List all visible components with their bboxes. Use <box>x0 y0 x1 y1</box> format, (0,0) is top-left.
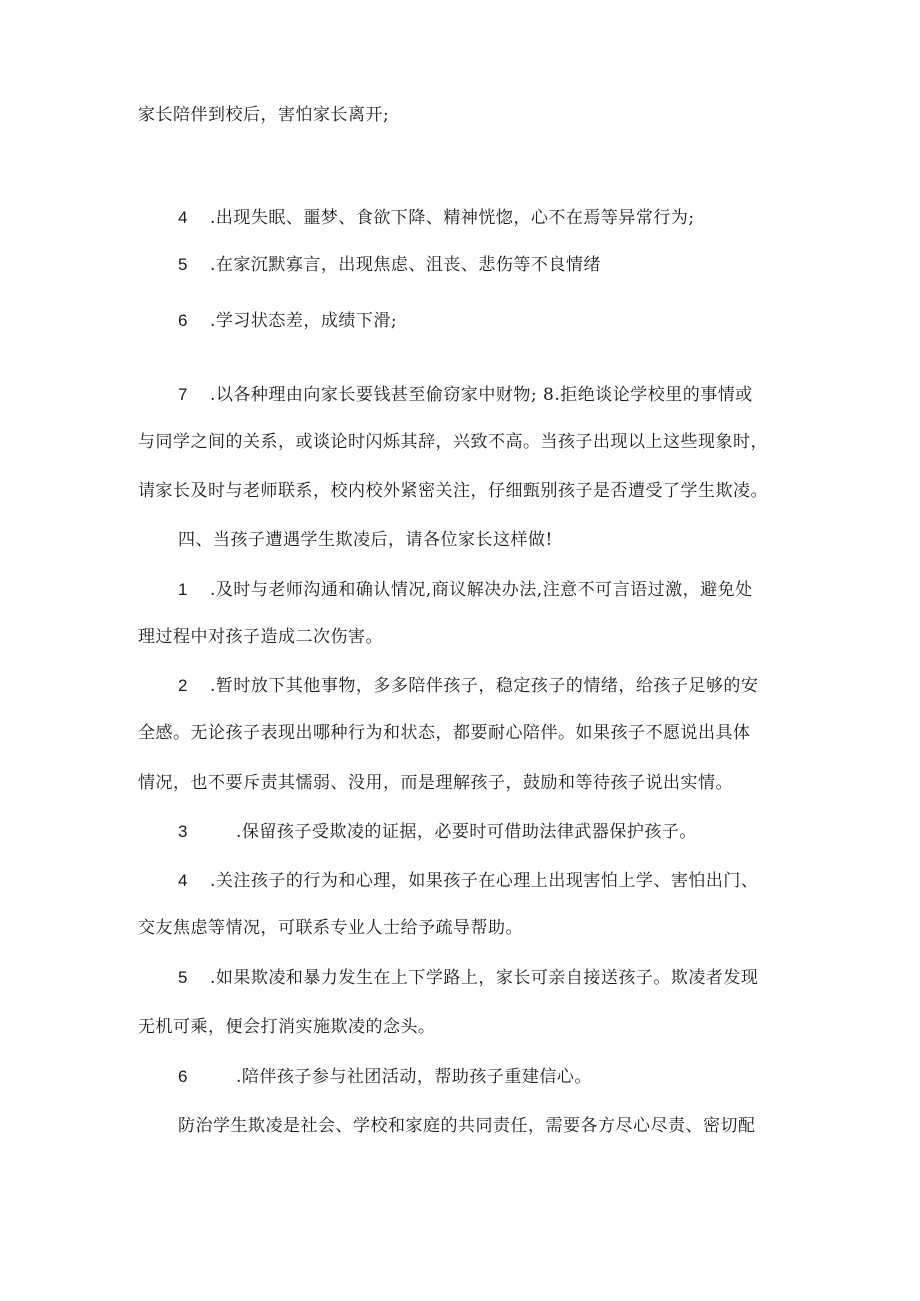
line-text: 交友焦虑等情况，可联系专业人士给予疏导帮助。 <box>138 918 523 938</box>
list-item <box>178 253 601 277</box>
list-item-text: .以各种理由向家长要钱甚至偷窃家中财物; 8.拒绝谈论学校里的事情或 <box>209 385 753 405</box>
text-line <box>138 1015 436 1039</box>
list-item <box>178 966 758 990</box>
list-number: 3 <box>178 822 188 841</box>
list-item-text: .陪伴孩子参与社团活动，帮助孩子重建信心。 <box>235 1067 592 1087</box>
list-number: 2 <box>178 676 188 695</box>
list-number: 4 <box>178 871 188 890</box>
line-text: 无机可乘，便会打消实施欺凌的念头。 <box>138 1017 436 1037</box>
text-line <box>138 479 768 503</box>
list-item-text: .及时与老师沟通和确认情况,商议解决办法,注意不可言语过激，避免处 <box>209 580 753 600</box>
text-line <box>138 721 751 745</box>
list-number: 5 <box>178 968 188 987</box>
text-line <box>138 430 768 454</box>
list-item-text: .暂时放下其他事物，多多陪伴孩子，稳定孩子的情绪，给孩子足够的安 <box>209 676 759 696</box>
text-line <box>138 103 389 127</box>
list-item <box>178 869 758 893</box>
list-item-text: .关注孩子的行为和心理，如果孩子在心理上出现害怕上学、害怕出门、 <box>209 871 759 891</box>
list-item-text: .保留孩子受欺凌的证据，必要时可借助法律武器保护孩子。 <box>235 822 697 842</box>
line-text: 全感。无论孩子表现出哪种行为和状态，都要耐心陪伴。如果孩子不愿说出具体 <box>138 723 751 743</box>
list-number: 4 <box>178 208 188 227</box>
list-item <box>178 578 753 602</box>
text-line <box>138 916 523 940</box>
line-text: 家长陪伴到校后，害怕家长离开; <box>138 105 390 125</box>
line-text: 防治学生欺凌是社会、学校和家庭的共同责任，需要各方尽心尽责、密切配 <box>178 1116 756 1136</box>
list-number: 1 <box>178 580 188 599</box>
list-number: 7 <box>178 385 188 404</box>
list-item-text: .在家沉默寡言，出现焦虑、沮丧、悲伤等不良情绪 <box>209 255 601 275</box>
list-number: 6 <box>178 1067 188 1086</box>
list-item <box>178 674 758 698</box>
list-number: 6 <box>178 311 188 330</box>
text-line <box>138 771 733 795</box>
line-text: 请家长及时与老师联系，校内校外紧密关注，仔细甄别孩子是否遭受了学生欺凌。 <box>138 481 768 501</box>
text-line <box>138 625 383 649</box>
section-heading <box>178 528 553 552</box>
list-item-text: .如果欺凌和暴力发生在上下学路上，家长可亲自接送孩子。欺凌者发现 <box>209 968 759 988</box>
list-number: 5 <box>178 255 188 274</box>
list-item <box>178 383 753 407</box>
line-text: 与同学之间的关系，或谈论时闪烁其辞，兴致不高。当孩子出现以上这些现象时， <box>138 432 768 452</box>
list-item <box>178 206 695 230</box>
list-item <box>178 820 697 844</box>
list-item-text: .出现失眠、噩梦、食欲下降、精神恍惚，心不在焉等异常行为; <box>209 208 695 228</box>
line-text: 理过程中对孩子造成二次伤害。 <box>138 627 383 647</box>
list-item-text: .学习状态差，成绩下滑; <box>209 311 398 331</box>
line-text: 情况，也不要斥责其懦弱、没用，而是理解孩子，鼓励和等待孩子说出实情。 <box>138 773 733 793</box>
list-item <box>178 1065 592 1089</box>
list-item <box>178 309 397 333</box>
section-heading-text: 四、当孩子遭遇学生欺凌后，请各位家长这样做! <box>178 530 553 550</box>
text-line <box>178 1114 756 1138</box>
